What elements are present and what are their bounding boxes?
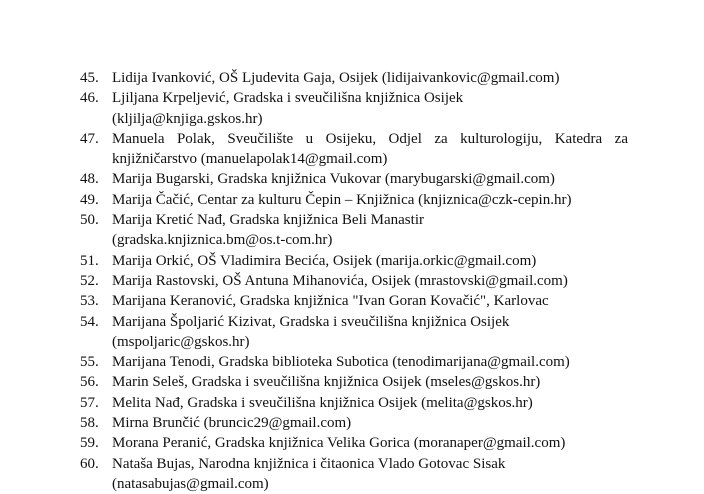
item-line: Marija Orkić, OŠ Vladimira Becića, Osijek (marija.orkic@gmail.com) [112, 252, 537, 269]
item-text [112, 312, 628, 353]
list-item [80, 372, 628, 392]
item-line: Marijana Tenodi, Gradska biblioteka Subotica (tenodimarijana@gmail.com) [112, 354, 570, 371]
item-text [112, 454, 628, 494]
item-text [112, 413, 628, 433]
item-number: 58. [80, 415, 99, 432]
item-line: (mspoljaric@gskos.hr) [112, 333, 250, 350]
list-item [80, 251, 628, 271]
item-number: 57. [80, 394, 99, 411]
item-number: 50. [80, 212, 99, 229]
item-text [112, 393, 628, 413]
item-line: (gradska.knjiznica.bm@os.t-com.hr) [112, 232, 333, 249]
list-item [80, 88, 628, 129]
list-item [80, 433, 628, 453]
list-item [80, 190, 628, 210]
item-line: Morana Peranić, Gradska knjižnica Velika Gorica (moranaper@gmail.com) [112, 435, 566, 452]
item-number: 47. [80, 130, 99, 147]
item-number: 46. [80, 90, 99, 107]
item-line: Marija Bugarski, Gradska knjižnica Vukovar (marybugarski@gmail.com) [112, 171, 555, 188]
item-line: Marin Seleš, Gradska i sveučilišna knjižnica Osijek (mseles@gskos.hr) [112, 374, 541, 391]
item-number: 52. [80, 272, 99, 289]
item-text [112, 291, 628, 311]
item-text [112, 169, 628, 189]
item-line: Manuela Polak, Sveučilište u Osijeku, Odjel za kulturologiju, Katedra za [112, 130, 628, 147]
list-item [80, 454, 628, 494]
item-line: Mirna Brunčić (bruncic29@gmail.com) [112, 415, 352, 432]
item-text [112, 88, 628, 129]
list-item [80, 393, 628, 413]
item-line: Marijana Keranović, Gradska knjižnica "Ivan Goran Kovačić", Karlovac [112, 293, 549, 310]
item-text [112, 352, 628, 372]
item-text [112, 251, 628, 271]
item-text [112, 433, 628, 453]
item-number: 53. [80, 293, 99, 310]
item-line: Marija Rastovski, OŠ Antuna Mihanovića, Osijek (mrastovski@gmail.com) [112, 272, 568, 289]
list-item [80, 291, 628, 311]
item-line: Ljiljana Krpeljević, Gradska i sveučilišna knjižnica Osijek [112, 90, 464, 107]
list-item [80, 169, 628, 189]
list-item [80, 271, 628, 291]
list-item [80, 352, 628, 372]
item-line: (natasabujas@gmail.com) [112, 475, 269, 492]
item-text [112, 190, 628, 210]
list-item [80, 68, 628, 88]
item-line: (kljilja@knjiga.gskos.hr) [112, 110, 263, 127]
item-text [112, 68, 628, 88]
item-text [112, 271, 628, 291]
item-line: Marija Čačić, Centar za kulturu Čepin – Knjižnica (knjiznica@czk-cepin.hr) [112, 191, 572, 208]
item-number: 54. [80, 313, 99, 330]
item-number: 59. [80, 435, 99, 452]
item-line: Marijana Špoljarić Kizivat, Gradska i sveučilišna knjižnica Osijek [112, 313, 510, 330]
item-text [112, 210, 628, 251]
participant-list [80, 68, 628, 494]
list-item [80, 413, 628, 433]
item-line: Marija Kretić Nađ, Gradska knjižnica Beli Manastir [112, 212, 424, 229]
item-line: knjižničarstvo (manuelapolak14@gmail.com) [112, 151, 388, 168]
item-number: 45. [80, 70, 99, 86]
list-item [80, 129, 628, 170]
item-number: 51. [80, 252, 99, 269]
list-item [80, 312, 628, 353]
item-text [112, 372, 628, 392]
list-item [80, 210, 628, 251]
item-number: 60. [80, 455, 99, 472]
item-line: Lidija Ivanković, OŠ Ljudevita Gaja, Osijek (lidijaivankovic@gmail.com) [112, 70, 560, 86]
item-number: 48. [80, 171, 99, 188]
item-text [112, 129, 628, 170]
item-line: Nataša Bujas, Narodna knjižnica i čitaonica Vlado Gotovac Sisak [112, 455, 506, 472]
item-line: Melita Nađ, Gradska i sveučilišna knjižnica Osijek (melita@gskos.hr) [112, 394, 533, 411]
item-number: 55. [80, 354, 99, 371]
item-number: 49. [80, 191, 99, 208]
item-number: 56. [80, 374, 99, 391]
